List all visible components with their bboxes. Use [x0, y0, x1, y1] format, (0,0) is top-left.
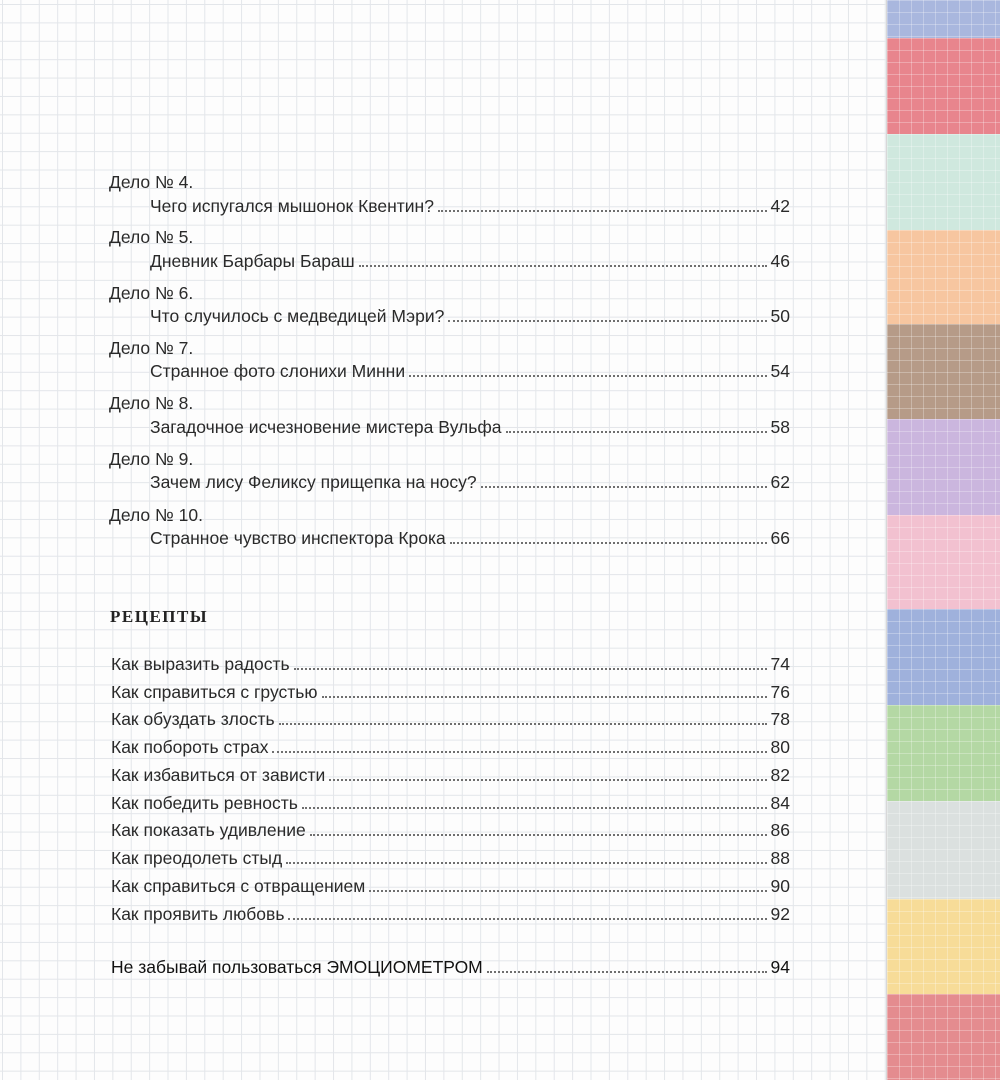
toc-entry[interactable] — [111, 653, 790, 675]
case-heading: Дело № 7. — [109, 338, 194, 358]
dot-leader — [359, 265, 767, 267]
dot-leader — [481, 486, 767, 488]
dot-leader — [369, 890, 766, 892]
toc-entry[interactable] — [150, 360, 790, 382]
toc-entry-page: 86 — [770, 820, 790, 840]
color-tab — [887, 801, 1000, 899]
dot-leader — [438, 210, 767, 212]
dot-leader — [506, 431, 767, 433]
toc-entry-title: Как победить ревность — [111, 793, 298, 813]
toc-entry-title: Странное фото слонихи Минни — [150, 361, 406, 381]
dot-leader — [288, 918, 766, 920]
dot-leader — [409, 375, 766, 377]
dot-leader — [487, 971, 767, 973]
toc-entry-title: Как обуздать злость — [111, 709, 275, 729]
toc-entry-page: 94 — [770, 957, 790, 977]
toc-entry-page: 78 — [770, 709, 790, 729]
color-tab — [887, 994, 1000, 1080]
dot-leader — [302, 807, 767, 809]
toc-entry-page: 88 — [770, 848, 790, 868]
toc-entry-title: Зачем лису Феликсу прищепка на носу? — [150, 472, 477, 492]
dot-leader — [322, 696, 767, 698]
toc-entry-title: Как преодолеть стыд — [111, 848, 283, 868]
toc-entry-title: Дневник Барбары Бараш — [150, 251, 355, 271]
color-tab — [887, 134, 1000, 230]
toc-entry-page: 76 — [770, 682, 790, 702]
toc-entry-page: 66 — [770, 528, 790, 548]
toc-entry[interactable] — [150, 195, 790, 217]
toc-entry-page: 84 — [770, 793, 790, 813]
toc-entry-title: Не забывай пользоваться ЭМОЦИОМЕТРОМ — [111, 957, 483, 977]
dot-leader — [448, 320, 766, 322]
color-tab — [887, 705, 1000, 801]
toc-entry[interactable] — [150, 305, 790, 327]
color-tab — [887, 419, 1000, 515]
dot-leader — [279, 723, 767, 725]
color-tab — [887, 515, 1000, 609]
color-tab — [887, 324, 1000, 419]
toc-entry-title: Как справиться с отвращением — [111, 876, 366, 896]
toc-entry-page: 92 — [770, 904, 790, 924]
toc-entry-page: 80 — [770, 737, 790, 757]
toc-entry[interactable] — [111, 681, 790, 703]
dot-leader — [272, 751, 766, 753]
case-heading: Дело № 8. — [109, 393, 194, 413]
toc-entry[interactable] — [111, 819, 790, 841]
toc-entry[interactable] — [150, 416, 790, 438]
toc-entry[interactable] — [150, 527, 790, 549]
toc-entry[interactable] — [150, 250, 790, 272]
color-tab — [887, 609, 1000, 705]
toc-entry[interactable] — [111, 792, 790, 814]
dot-leader — [329, 779, 766, 781]
toc-entry-title: Как выразить радость — [111, 654, 290, 674]
section-heading-recipes: РЕЦЕПТЫ — [110, 607, 209, 626]
dot-leader — [294, 668, 767, 670]
toc-entry-title: Как показать удивление — [111, 820, 306, 840]
toc-entry[interactable] — [111, 847, 790, 869]
toc-entry-page: 42 — [770, 196, 790, 216]
case-heading: Дело № 4. — [109, 172, 194, 192]
toc-entry-title: Чего испугался мышонок Квентин? — [150, 196, 434, 216]
toc-entry[interactable] — [111, 903, 790, 925]
color-tab — [887, 899, 1000, 994]
toc-entry[interactable] — [111, 736, 790, 758]
color-tab — [887, 38, 1000, 134]
toc-entry-title: Как избавиться от зависти — [111, 765, 326, 785]
dot-leader — [310, 834, 767, 836]
toc-entry-title: Как побороть страх — [111, 737, 269, 757]
color-tab — [887, 230, 1000, 324]
toc-entry-emotiometer[interactable] — [111, 956, 790, 978]
toc-entry[interactable] — [111, 764, 790, 786]
dot-leader — [450, 542, 767, 544]
toc-entry-page: 54 — [770, 361, 790, 381]
toc-entry-title: Как справиться с грустью — [111, 682, 318, 702]
toc-entry-page: 90 — [770, 876, 790, 896]
toc-entry-page: 46 — [770, 251, 790, 271]
toc-entry[interactable] — [111, 708, 790, 730]
toc-entry-title: Загадочное исчезновение мистера Вульфа — [150, 417, 502, 437]
toc-entry[interactable] — [111, 875, 790, 897]
color-tab — [887, 0, 1000, 38]
toc-entry-title: Странное чувство инспектора Крока — [150, 528, 446, 548]
case-heading: Дело № 10. — [109, 505, 203, 525]
toc-entry-title: Что случилось с медведицей Мэри? — [150, 306, 445, 326]
toc-entry-page: 82 — [770, 765, 790, 785]
dot-leader — [286, 862, 766, 864]
toc-entry-page: 74 — [770, 654, 790, 674]
case-heading: Дело № 6. — [109, 283, 194, 303]
case-heading: Дело № 5. — [109, 227, 194, 247]
toc-entry-title: Как проявить любовь — [111, 904, 285, 924]
case-heading: Дело № 9. — [109, 449, 194, 469]
toc-entry-page: 58 — [770, 417, 790, 437]
toc-entry-page: 62 — [770, 472, 790, 492]
toc-entry-page: 50 — [770, 306, 790, 326]
toc-entry[interactable] — [150, 471, 790, 493]
color-index-tabs — [886, 0, 1000, 1080]
